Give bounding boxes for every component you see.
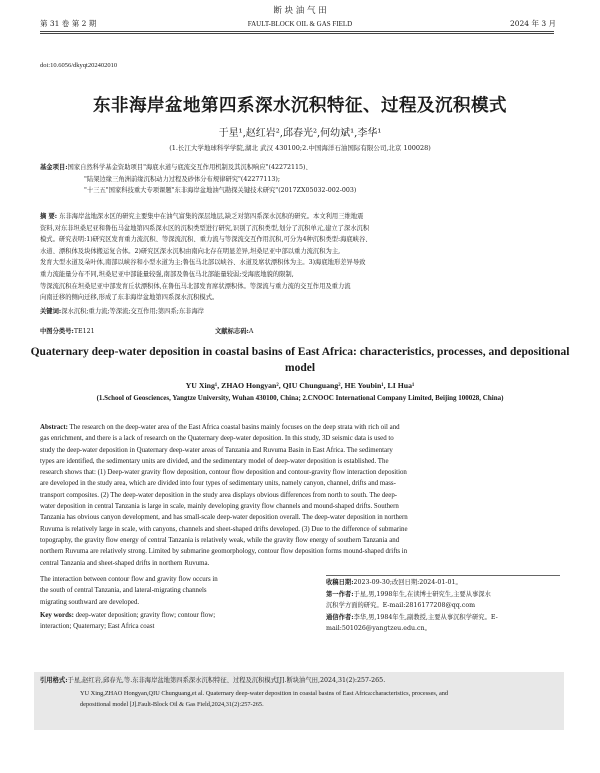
received-dates [326,577,560,589]
corresponding-label: 通信作者: [326,613,354,621]
funding [40,162,560,197]
keywords-cn-label: 关键词: [40,308,62,315]
abstract-en-line: study the deep-water deposition in Quaternary deep-water areas of Tanzania and Ruvuma Basin in East Africa. The sedimentary [40,446,393,454]
abstract-en-line: Ruvuma is relatively large in scale, with canyons, channels and sheet-shaped drifts developed. (3) Due to the difference of submarine [40,525,408,533]
affiliations-en: (1.School of Geosciences, Yangtze University, Wuhan 430100, China; 2.CNOOC International Company Limited, Beijing 100028, China) [96,394,504,402]
abstract-en-line: migrating southward are developed. [40,598,140,606]
keywords-en-label: Key words: [40,612,74,619]
abstract-cn-line: 模式。研究表明:1)研究区发育重力流沉积、等深流沉积、重力流与等深流交互作用沉积,可分为4种沉积类型:海底峡谷、 [40,236,372,244]
abstract-en-line: types are identified, the sedimentary units are divided, and the sedimentary model of deep-water deposition is established. The [40,457,389,465]
doccode-value: A [248,328,254,335]
abstract-en-label: Abstract: [40,424,68,431]
abstract-en-line: Tanzania has obvious canyon development, and has small-scale deep-water deposition overall. The deep-water deposition in northern [40,514,408,522]
keywords-cn-text: 深水沉积;重力流;等深流;交互作用;第四系;东非海岸 [61,308,205,315]
journal-name-cn: 断 块 油 气 田 [273,6,327,16]
doccode-label: 文献标志码: [215,328,249,335]
abstract-cn-label: 摘 要: [40,213,58,220]
authors-cn: 于星¹,赵红岩²,邱春光²,何幼斌¹,李华¹ [218,128,382,139]
funding-line: "陆架边缘三角洲前缘沉积动力过程及砂体分布规律研究"(42277113); [84,175,281,183]
abstract-en-line: are developed in the study area, which are divided into four types of sedimentary units, namely canyon, channel, drifts and mass- [40,480,396,488]
document-code [215,326,253,338]
abstract-cn-line: 重力流能量分布不同,坦桑尼亚中部能量较强,南部及鲁伍马北部能量较弱;受海底地貌的限制, [40,270,294,278]
funding-line: "十三五"国家科技重大专项课题"东非海岸盆地油气勘探关键技术研究"(2017ZX05032-002-003) [84,187,357,195]
abstract-cn-line: 向南迁移的侧向迁移,形成了东非海岸盆地第四系深水沉积模式。 [40,294,219,302]
abstract-en-line: northern Ruvuma are relatively strong. Limited by submarine geomorphology, contour flow deposition forms mound-shaped drifts in [40,548,408,556]
abstract-en-line: transport composites. (2) The deep-water deposition in the study area displays obvious differences from north to south. The deep- [40,491,398,499]
abstract-en-line: water deposition in central Tanzania is large in scale, mainly developing gravity flow channels and mound-shaped drifts. Southern [40,503,399,511]
first-author-line: 沉积学方面的研究。E-mail:2816177208@qq.com [326,602,476,610]
affiliations-cn: (1.长江大学地球科学学院,湖北 武汉 430100;2.中国海洋石油国际有限公司,北京 100028) [169,144,431,152]
citation-cn-text: 于星,赵红岩,邱春光,等.东非海岸盆地第四系深水沉积特征、过程及沉积模式[J].断块油气田,2024,31(2):257-265. [67,677,386,684]
first-author [326,589,560,612]
footnote-rule [326,575,560,576]
abstract-cn-line: 等深流沉积在坦桑尼亚中部发育丘状漂积体,在鲁伍马北部发育席状漂积体。等深流与重力流的交互作用及重力流 [40,282,351,290]
funding-label: 基金项目: [40,164,68,171]
citation-label: 引用格式: [40,677,68,684]
authors-en: YU Xing¹, ZHAO Hongyan², QIU Chunguang², HE Youbin¹, LI Hua¹ [185,381,415,390]
received-label: 收稿日期: [326,579,354,586]
abstract-en-line: gas enrichment, and there is a lack of research on the Quaternary deep-water deposition. In this study, 3D seismic data is used to [40,435,394,443]
abstract-en-line: research shows that: (1) Deep-water gravity flow deposition, contour flow deposition and contour-gravity flow interaction deposition [40,469,407,477]
title-en: Quaternary deep-water deposition in coastal basins of East Africa: characteristics, processes, and depositional model [30,346,570,374]
abstract-cn-line: 资料,对东非坦桑尼亚和鲁伍马盆地第四系深水区的沉积类型进行研究,识别了沉积类型,划分了沉积单元,建立了深水沉积 [40,224,370,232]
header-rule [40,31,554,32]
header-rule-2 [40,33,554,34]
clc-label: 中图分类号: [40,328,74,335]
abstract-en-line: central Tanzania and sheet-shaped drifts in northern Ruvuma. [40,559,210,567]
corresponding-author [326,612,560,635]
abstract-cn-line: 东非海岸盆地深水区的研究主要集中在油气富集的深层地层,缺乏对第四系深水沉积的研究。本文利用三维地震 [59,213,364,220]
citation-en-line: depositional model [J].Fault-Block Oil & Gas Field,2024,31(2):257-265. [80,701,264,708]
abstract-en-line: The interaction between contour flow and gravity flow occurs in [40,576,218,583]
citation-cn [40,675,385,687]
abstract-en-line: the south of central Tanzania, and lateral-migrating channels [40,587,207,595]
abstract-en [40,422,560,569]
abstract-cn-line: 水道、漂积体及块体搬运复合体。2)研究区深水沉积由南向北存在明显差异,坦桑尼亚中部以重力流沉积为主, [40,247,341,255]
volume-issue: 第 31 卷 第 2 期 [40,19,97,28]
keywords-cn [40,306,560,318]
abstract-cn-line: 发育大型水道及朵叶体,南部以峡谷和小型水道为主;鲁伍马北部以峡谷、水道及席状漂积体为主。3)海底地形差异导致 [40,259,366,267]
first-author-label: 第一作者: [326,590,354,598]
clc [40,326,95,338]
keywords-en [40,610,310,633]
corresponding-line: mail:501026@yangtzeu.edu.cn。 [326,625,431,633]
doi: doi:10.6056/dkyqt202402010 [40,62,118,69]
funding-line: 国家自然科学基金资助项目"海底水道与底流交互作用机制及其沉积响应"(42272115)、 [67,164,312,171]
received-value: 2023-09-30;改回日期:2024-01-01。 [353,579,462,586]
abstract-cn [40,211,560,304]
journal-name-en: FAULT-BLOCK OIL & GAS FIELD [247,20,353,28]
citation-en [80,688,448,710]
clc-value: TE121 [73,328,95,335]
abstract-en-line: topography, the gravity flow energy of central Tanzania is relatively weak, while the gravity flow energy of southern Tanzania and [40,536,400,544]
title-cn: 东非海岸盆地第四系深水沉积特征、过程及沉积模式 [93,96,507,116]
first-author-line: 于星,男,1998年生,在读博士研究生,主要从事深水 [353,590,491,598]
abstract-en-tail [40,574,310,608]
citation-box [34,672,564,730]
keywords-en-line: deep-water deposition; gravity flow; contour flow; [75,612,216,619]
publication-date: 2024 年 3 月 [509,19,556,28]
corresponding-line: 李华,男,1984年生,副教授,主要从事沉积学研究。E- [353,613,498,621]
article-info [326,577,560,635]
keywords-en-line: interaction; Quaternary; East Africa coast [40,623,155,631]
abstract-en-line: The research on the deep-water area of the East Africa coastal basins mainly focuses on the deep strata with rich oil and [69,424,400,431]
citation-en-line: YU Xing,ZHAO Hongyan,QIU Chunguang,et al. Quaternary deep-water deposition in coastal basins of East Africa:characteristics, processes, and [80,690,449,697]
